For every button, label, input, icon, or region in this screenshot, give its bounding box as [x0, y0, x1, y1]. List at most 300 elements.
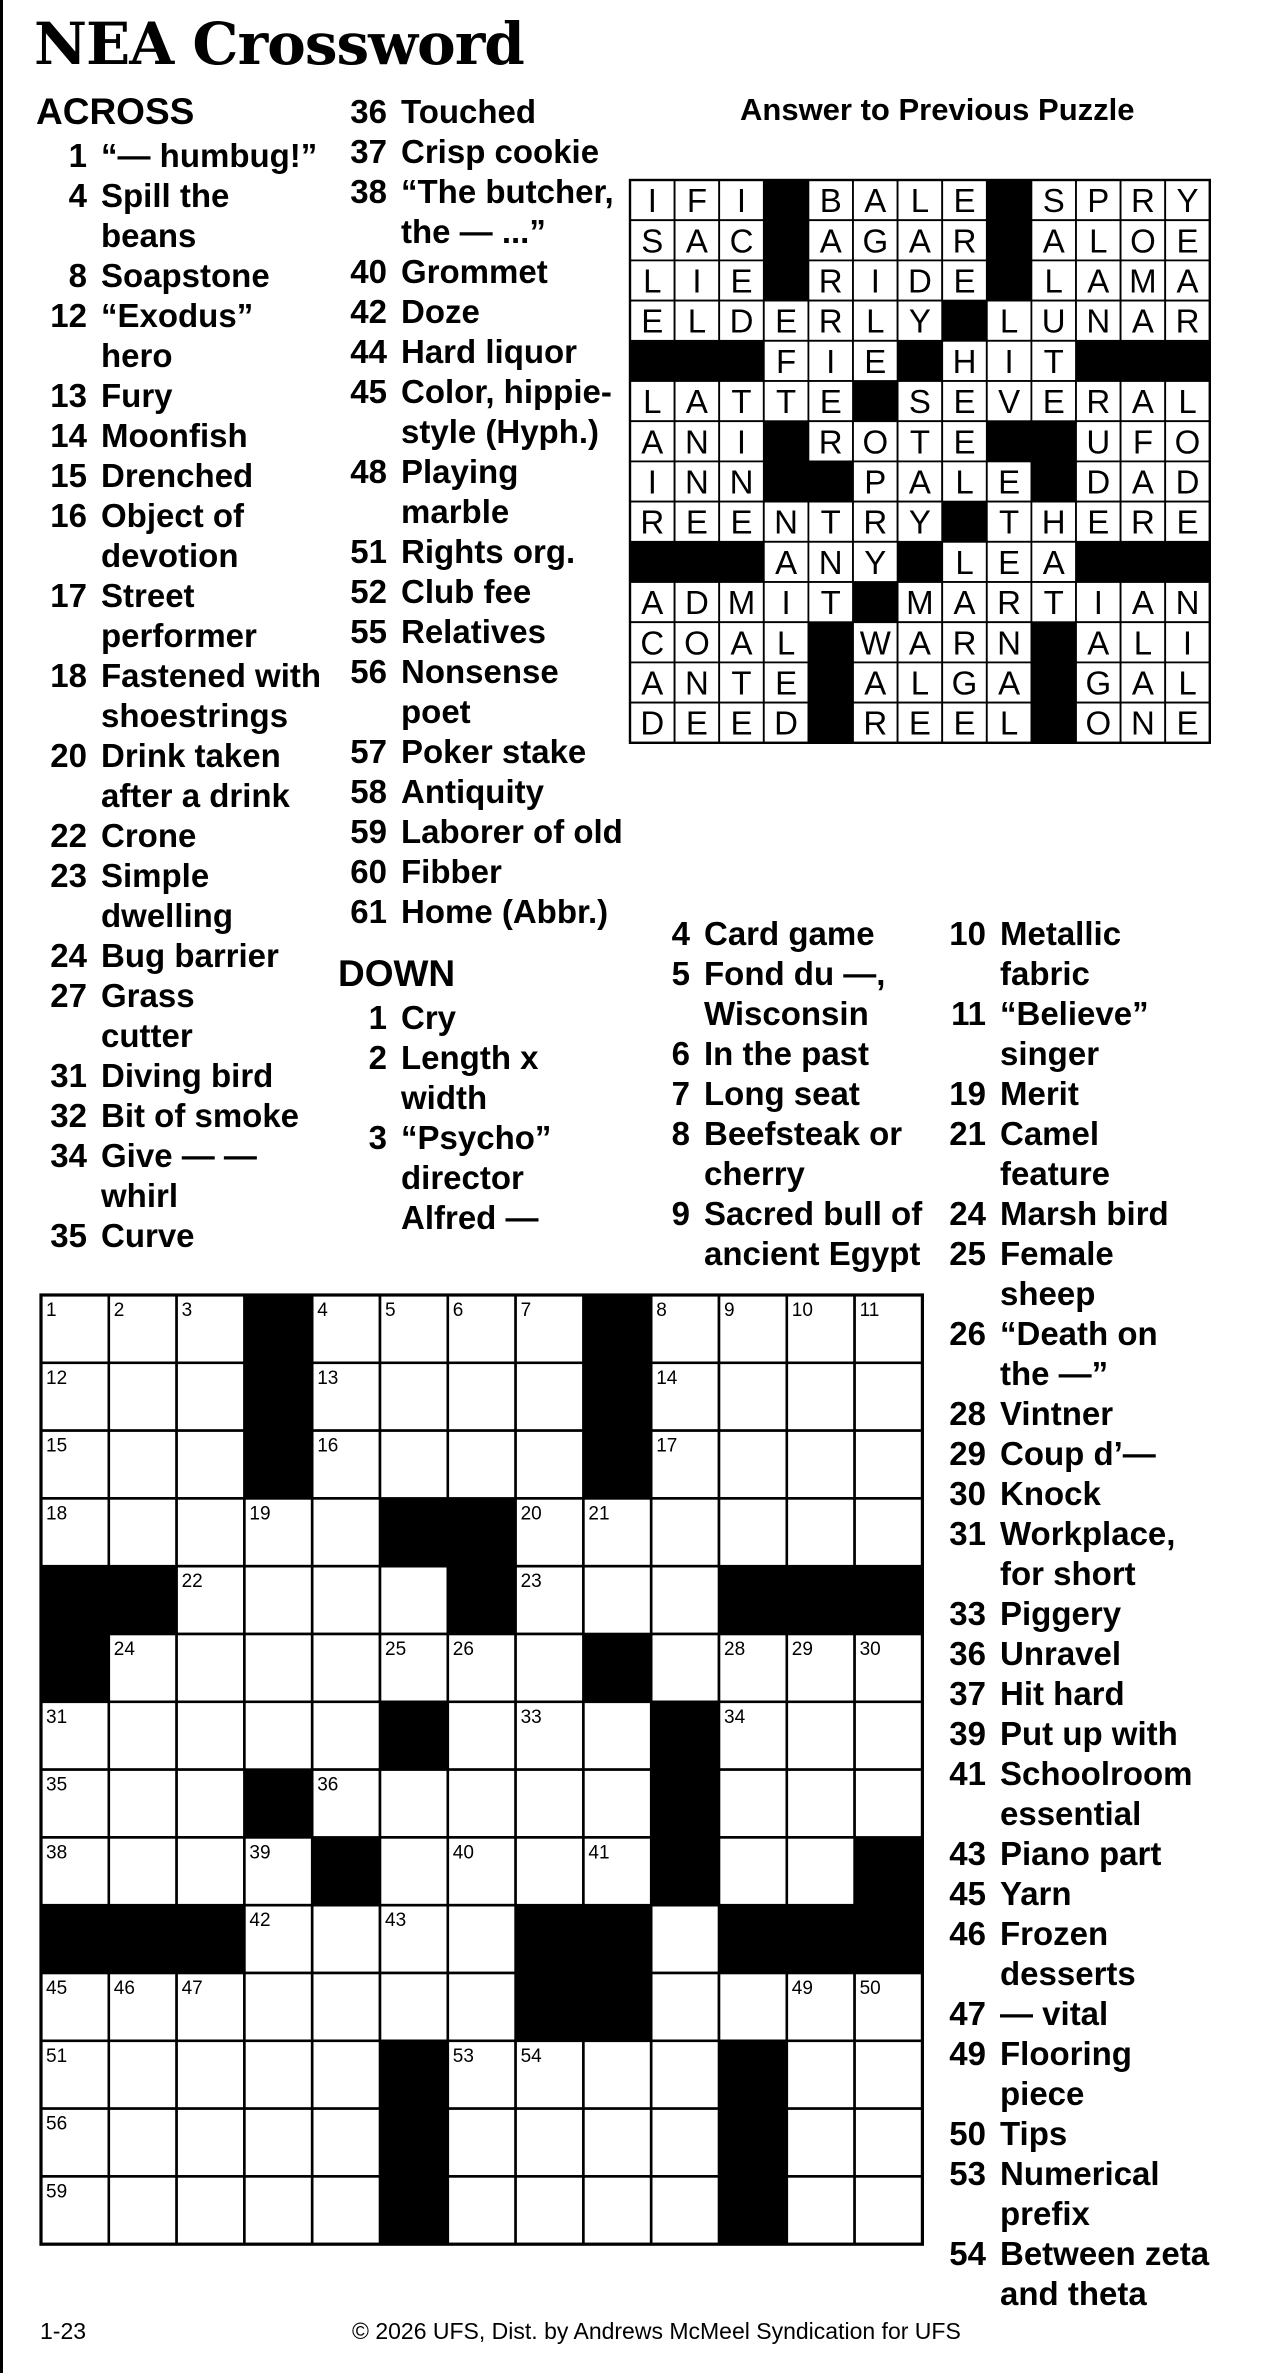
clue-number: 12: [50, 297, 87, 334]
answer-letter: S: [641, 222, 664, 260]
clue-number: 9: [671, 1195, 690, 1232]
grid-cell: [244, 1702, 312, 1770]
answer-letter: E: [641, 302, 664, 340]
grid-cell: [516, 1634, 584, 1702]
clue-text-line: Grommet: [401, 253, 548, 290]
answer-letter: E: [998, 543, 1021, 581]
clue-number: 34: [50, 1137, 87, 1174]
answer-letter: N: [1130, 704, 1155, 742]
grid-cell: [109, 1431, 177, 1499]
grid-cell: [380, 1770, 448, 1838]
answer-letter: D: [774, 704, 799, 742]
grid-cell: [855, 2109, 923, 2177]
clue-text-line: Fibber: [401, 853, 502, 890]
grid-cell: [177, 1702, 245, 1770]
answer-letter: H: [952, 342, 977, 380]
cell-number: 6: [452, 1300, 464, 1321]
grid-cell: [380, 1431, 448, 1499]
cell-number: 19: [249, 1503, 271, 1525]
grid-cell: [448, 1363, 516, 1431]
clue-text-line: Marsh bird: [1000, 1195, 1169, 1232]
cell-number: 18: [46, 1503, 68, 1525]
black-square: [41, 1566, 109, 1634]
answer-letter: L: [999, 302, 1019, 340]
cell-number: 1: [46, 1300, 57, 1321]
clue-text-line: Put up with: [1000, 1715, 1178, 1752]
cell-number: 10: [791, 1300, 813, 1321]
grid-cell: [787, 1498, 855, 1566]
clue-text-line: Frozen: [1000, 1915, 1109, 1952]
cell-number: 40: [452, 1842, 474, 1864]
answer-letter: Y: [1176, 182, 1199, 220]
answer-letter: M: [727, 584, 756, 622]
clue-number: 1: [68, 137, 87, 174]
clue-number: 44: [350, 333, 387, 370]
cell-number: 30: [859, 1639, 881, 1660]
grid-cell: [448, 2176, 516, 2244]
answer-letter: A: [1042, 543, 1065, 581]
clue-number: 8: [68, 257, 87, 294]
clue-text-line: Street: [101, 577, 195, 614]
answer-letter: N: [684, 664, 709, 702]
grid-cell: [651, 1566, 719, 1634]
answer-letter: V: [998, 383, 1021, 421]
grid-cell: [448, 1905, 516, 1973]
clue-number: 56: [350, 653, 387, 690]
clue-number: 31: [949, 1515, 986, 1552]
cell-number: 60: [385, 2181, 407, 2203]
grid-cell: [719, 1363, 787, 1431]
answer-letter: N: [1175, 584, 1200, 622]
cell-number: 25: [385, 1639, 407, 1660]
cell-number: 35: [46, 1774, 68, 1796]
clue-number: 15: [50, 457, 87, 494]
answer-letter: L: [1133, 624, 1153, 662]
answer-letter: D: [729, 302, 754, 340]
answer-letter: E: [864, 342, 887, 380]
cell-number: 4: [317, 1300, 328, 1321]
grid-cell: [855, 1498, 923, 1566]
clue-text-line: Nonsense: [401, 653, 559, 690]
clue-text-line: Drenched: [101, 457, 254, 494]
answer-letter: I: [1093, 584, 1103, 622]
grid-cell: [177, 2109, 245, 2177]
cell-number: 9: [724, 1300, 735, 1321]
clue-text-line: Card game: [704, 915, 875, 952]
answer-letter: R: [818, 423, 843, 461]
cell-number: 51: [46, 2045, 68, 2067]
black-square: [855, 1566, 923, 1634]
grid-cell: [312, 1973, 380, 2041]
answer-letter: P: [1087, 182, 1110, 220]
cell-number: 42: [249, 1910, 271, 1932]
cell-number: 15: [46, 1435, 68, 1457]
clue-text-line: Spill the: [101, 177, 230, 214]
grid-cell: [244, 2176, 312, 2244]
clue-text-line: Rights org.: [401, 533, 576, 570]
answer-letter: U: [1041, 302, 1066, 340]
grid-cell: [312, 2041, 380, 2109]
answer-letter: A: [730, 624, 753, 662]
clue-text-line: Club fee: [401, 573, 532, 610]
answer-letter: F: [776, 342, 797, 380]
clue-text-line: dwelling: [101, 897, 233, 934]
black-square: [651, 1702, 719, 1770]
black-square: [312, 1837, 380, 1905]
cell-number: 16: [317, 1435, 339, 1457]
answer-letter: L: [910, 182, 930, 220]
clue-text-line: Workplace,: [1000, 1515, 1176, 1552]
clue-text-line: “Exodus”: [101, 297, 254, 334]
clue-number: 54: [949, 2235, 986, 2272]
cell-number: 54: [520, 2045, 542, 2067]
grid-cell: [312, 1498, 380, 1566]
cell-number: 5: [385, 1300, 396, 1321]
clue-number: 37: [949, 1675, 986, 1712]
grid-cell: [177, 1837, 245, 1905]
grid-cell: [787, 2109, 855, 2177]
clue-number: 60: [350, 853, 387, 890]
cell-number: 7: [520, 1300, 532, 1321]
grid-cell: [787, 1431, 855, 1499]
clue-text-line: Numerical: [1000, 2155, 1160, 2192]
answer-letter: E: [998, 463, 1021, 501]
cell-number: 57: [385, 2113, 407, 2135]
grid-cell: [312, 1702, 380, 1770]
black-square: [177, 1905, 245, 1973]
clue-text-line: Camel: [1000, 1115, 1100, 1152]
clue-text-line: style (Hyph.): [401, 413, 600, 450]
clue-text-line: performer: [101, 617, 257, 654]
clue-text-line: Playing: [401, 453, 519, 490]
clue-number: 22: [50, 817, 87, 854]
clue-number: 36: [350, 93, 387, 130]
cell-number: 20: [520, 1503, 542, 1525]
clue-text-line: cherry: [704, 1155, 805, 1192]
clue-number: 58: [350, 773, 387, 810]
clue-text-line: width: [401, 1079, 488, 1116]
grid-cell: [312, 1634, 380, 1702]
clue-text-line: Metallic: [1000, 915, 1122, 952]
answer-letter: E: [908, 704, 931, 742]
answer-letter: E: [953, 704, 976, 742]
grid-cell: [109, 1837, 177, 1905]
answer-letter: A: [1087, 624, 1110, 662]
answer-letter: F: [1132, 423, 1153, 461]
answer-letter: E: [775, 302, 798, 340]
clue-number: 61: [350, 893, 387, 930]
grid-cell: [177, 1770, 245, 1838]
clue-text-line: shoestrings: [101, 697, 289, 734]
clue-number: 29: [949, 1435, 986, 1472]
black-square: [583, 1295, 651, 1363]
clue-number: 23: [50, 857, 87, 894]
cell-number: 52: [385, 2045, 407, 2067]
grid-cell: [516, 2176, 584, 2244]
clue-text-line: devotion: [101, 537, 239, 574]
clue-number: 42: [350, 293, 387, 330]
black-square: [583, 1431, 651, 1499]
clue-number: 50: [949, 2115, 986, 2152]
clue-text-line: Bit of smoke: [101, 1097, 300, 1134]
clue-number: 43: [949, 1835, 986, 1872]
clue-number: 25: [949, 1235, 986, 1272]
grid-cell: [312, 1566, 380, 1634]
across-heading: ACROSS: [36, 91, 195, 132]
clue-number: 26: [949, 1315, 986, 1352]
clue-text-line: hero: [101, 337, 173, 374]
grid-cell: [516, 1431, 584, 1499]
clue-text-line: Yarn: [1000, 1875, 1072, 1912]
black-square: [244, 1431, 312, 1499]
clue-number: 5: [671, 955, 690, 992]
answer-letter: E: [953, 423, 976, 461]
clue-text-line: Touched: [401, 93, 537, 130]
clue-number: 10: [949, 915, 986, 952]
answer-letter: N: [1086, 302, 1111, 340]
clue-text-line: cutter: [101, 1017, 193, 1054]
grid-cell: [583, 2176, 651, 2244]
grid-cell: [719, 1837, 787, 1905]
clue-text-line: Length x: [401, 1039, 539, 1076]
clue-number: 32: [50, 1097, 87, 1134]
grid-cell: [109, 2109, 177, 2177]
answer-letter: A: [1131, 584, 1154, 622]
clue-text-line: and theta: [1000, 2275, 1147, 2312]
clue-text-line: director: [401, 1159, 524, 1196]
clue-number: 28: [949, 1395, 986, 1432]
answer-letter: U: [1086, 423, 1111, 461]
clue-number: 4: [671, 915, 690, 952]
answer-letter: S: [908, 383, 931, 421]
clue-number: 24: [50, 937, 87, 974]
answer-letter: O: [1174, 423, 1201, 461]
clue-text-line: after a drink: [101, 777, 290, 814]
clue-number: 55: [350, 613, 387, 650]
answer-letter: E: [953, 182, 976, 220]
black-square: [41, 1634, 109, 1702]
answer-letter: A: [953, 584, 976, 622]
cell-number: 13: [317, 1367, 339, 1389]
cell-number: 45: [46, 1978, 68, 1999]
answer-letter: I: [736, 182, 747, 220]
answer-letter: R: [952, 624, 977, 662]
clue-text-line: Fastened with: [101, 657, 322, 694]
answer-letter: I: [647, 182, 657, 220]
clue-text-line: Moonfish: [101, 417, 248, 454]
cell-number: 32: [385, 1706, 407, 1728]
cell-number: 47: [181, 1978, 203, 1999]
grid-cell: [177, 1498, 245, 1566]
answer-letter: R: [997, 584, 1022, 622]
answer-letter: F: [686, 182, 707, 220]
answer-letter: E: [730, 704, 753, 742]
cell-number: 44: [588, 1910, 610, 1932]
answer-letter: A: [1131, 664, 1154, 702]
answer-letter: I: [826, 342, 836, 380]
clue-number: 1: [368, 999, 387, 1036]
answer-letter: R: [640, 503, 665, 541]
clue-text-line: Grass: [101, 977, 195, 1014]
answer-letter: C: [729, 222, 754, 260]
answer-letter: D: [1175, 463, 1200, 501]
grid-cell: [516, 1363, 584, 1431]
answer-letter: E: [1176, 704, 1199, 742]
grid-cell: [787, 1770, 855, 1838]
clue-number: 53: [949, 2155, 986, 2192]
grid-cell: [177, 2041, 245, 2109]
clue-text-line: Fond du —,: [704, 955, 886, 992]
answer-letter: A: [819, 222, 842, 260]
black-square: [583, 1363, 651, 1431]
clue-text-line: for short: [1000, 1555, 1136, 1592]
clue-text-line: Alfred —: [401, 1199, 539, 1236]
grid-cell: [719, 1770, 787, 1838]
answer-letter: I: [647, 463, 657, 501]
answer-letter: C: [640, 624, 665, 662]
grid-cell: [244, 1566, 312, 1634]
answer-letter: A: [1042, 222, 1065, 260]
grid-cell: [855, 1702, 923, 1770]
black-square: [719, 1905, 787, 1973]
answer-letter: L: [1178, 383, 1197, 421]
grid-cell: [312, 2176, 380, 2244]
cell-number: 27: [588, 1639, 610, 1660]
clue-text-line: Antiquity: [401, 773, 544, 810]
black-square: [651, 1837, 719, 1905]
cell-number: 31: [46, 1706, 68, 1728]
clue-number: 6: [671, 1035, 690, 1072]
clue-text-line: the —”: [1000, 1355, 1109, 1392]
black-square: [244, 1770, 312, 1838]
clue-text-line: Diving bird: [101, 1057, 274, 1094]
answer-letter: N: [774, 503, 799, 541]
answer-letter: T: [731, 383, 752, 421]
grid-cell: [448, 2109, 516, 2177]
answer-letter: B: [819, 182, 842, 220]
answer-letter: E: [730, 503, 753, 541]
clue-number: 40: [350, 253, 387, 290]
clue-text-line: Poker stake: [401, 733, 587, 770]
answer-letter: R: [818, 262, 843, 300]
clue-number: 24: [949, 1195, 986, 1232]
answer-letter: L: [776, 624, 796, 662]
grid-cell: [787, 1837, 855, 1905]
clue-text-line: prefix: [1000, 2195, 1090, 2232]
answer-letter: D: [684, 584, 709, 622]
cell-number: 59: [46, 2181, 68, 2203]
clue-text-line: Curve: [101, 1217, 195, 1254]
answer-letter: L: [643, 262, 662, 300]
grid-cell: [651, 1498, 719, 1566]
answer-letter: W: [859, 624, 891, 662]
grid-cell: [787, 2176, 855, 2244]
page-title: NEA Crossword: [34, 10, 524, 78]
clue-text-line: Between zeta: [1000, 2235, 1210, 2272]
answer-letter: O: [1085, 704, 1112, 742]
clue-text-line: Simple: [101, 857, 210, 894]
answer-letter: P: [864, 463, 887, 501]
grid-cell: [719, 1498, 787, 1566]
grid-cell: [312, 1905, 380, 1973]
answer-letter: L: [1089, 222, 1108, 260]
cell-number: 58: [724, 2113, 746, 2135]
black-square: [719, 1566, 787, 1634]
answer-letter: R: [1130, 182, 1155, 220]
clue-text-line: Knock: [1000, 1475, 1101, 1512]
clue-text-line: Piggery: [1000, 1595, 1122, 1632]
cell-number: 8: [656, 1300, 667, 1321]
clue-number: 11: [951, 995, 986, 1032]
answer-letter: E: [953, 262, 976, 300]
cell-number: 48: [588, 1978, 610, 1999]
cell-number: 26: [452, 1639, 474, 1660]
clue-text-line: Sacred bull of: [704, 1195, 923, 1232]
grid-cell: [177, 1363, 245, 1431]
puzzle-code: 1-23: [40, 2318, 87, 2344]
clue-text-line: Relatives: [401, 613, 546, 650]
grid-cell: [719, 1431, 787, 1499]
cell-number: 39: [249, 1842, 271, 1864]
grid-cell: [651, 1634, 719, 1702]
clue-text-line: ancient Egypt: [704, 1235, 921, 1272]
clue-text-line: Merit: [1000, 1075, 1079, 1112]
black-square: [855, 1905, 923, 1973]
answer-letter: A: [908, 222, 931, 260]
clue-text-line: the — ...”: [401, 213, 546, 250]
grid-cell: [583, 2109, 651, 2177]
answer-letter: A: [864, 664, 887, 702]
clue-text-line: Fury: [101, 377, 173, 414]
cell-number: 34: [724, 1706, 746, 1728]
clue-number: 8: [671, 1115, 690, 1152]
black-square: [41, 1905, 109, 1973]
answer-letter: A: [908, 463, 931, 501]
clue-text-line: essential: [1000, 1795, 1142, 1832]
answer-letter: D: [907, 262, 932, 300]
grid-cell: [312, 2109, 380, 2177]
answer-letter: D: [1086, 463, 1111, 501]
clue-text-line: “Believe”: [1000, 995, 1149, 1032]
black-square: [109, 1566, 177, 1634]
grid-cell: [855, 2041, 923, 2109]
answer-letter: R: [863, 503, 888, 541]
answer-letter: E: [819, 383, 842, 421]
clue-number: 57: [350, 733, 387, 770]
clue-number: 16: [50, 497, 87, 534]
grid-cell: [109, 1770, 177, 1838]
clue-text-line: Wisconsin: [704, 995, 869, 1032]
grid-cell: [177, 1431, 245, 1499]
clue-text-line: Object of: [101, 497, 245, 534]
grid-cell: [583, 1702, 651, 1770]
grid-cell: [855, 1363, 923, 1431]
answer-letter: R: [863, 704, 888, 742]
answer-letter: T: [909, 423, 930, 461]
clue-text-line: Doze: [401, 293, 480, 330]
clue-text-line: “Psycho”: [401, 1119, 552, 1156]
grid-cell: [448, 1431, 516, 1499]
grid-cell: [855, 2176, 923, 2244]
clue-text-line: “The butcher,: [401, 173, 614, 210]
clue-number: 47: [949, 1995, 986, 2032]
clue-number: 4: [68, 177, 87, 214]
clue-text-line: marble: [401, 493, 510, 530]
black-square: [380, 1498, 448, 1566]
answer-letter: E: [1176, 503, 1199, 541]
black-square: [855, 1837, 923, 1905]
answer-letter: M: [1129, 262, 1157, 300]
